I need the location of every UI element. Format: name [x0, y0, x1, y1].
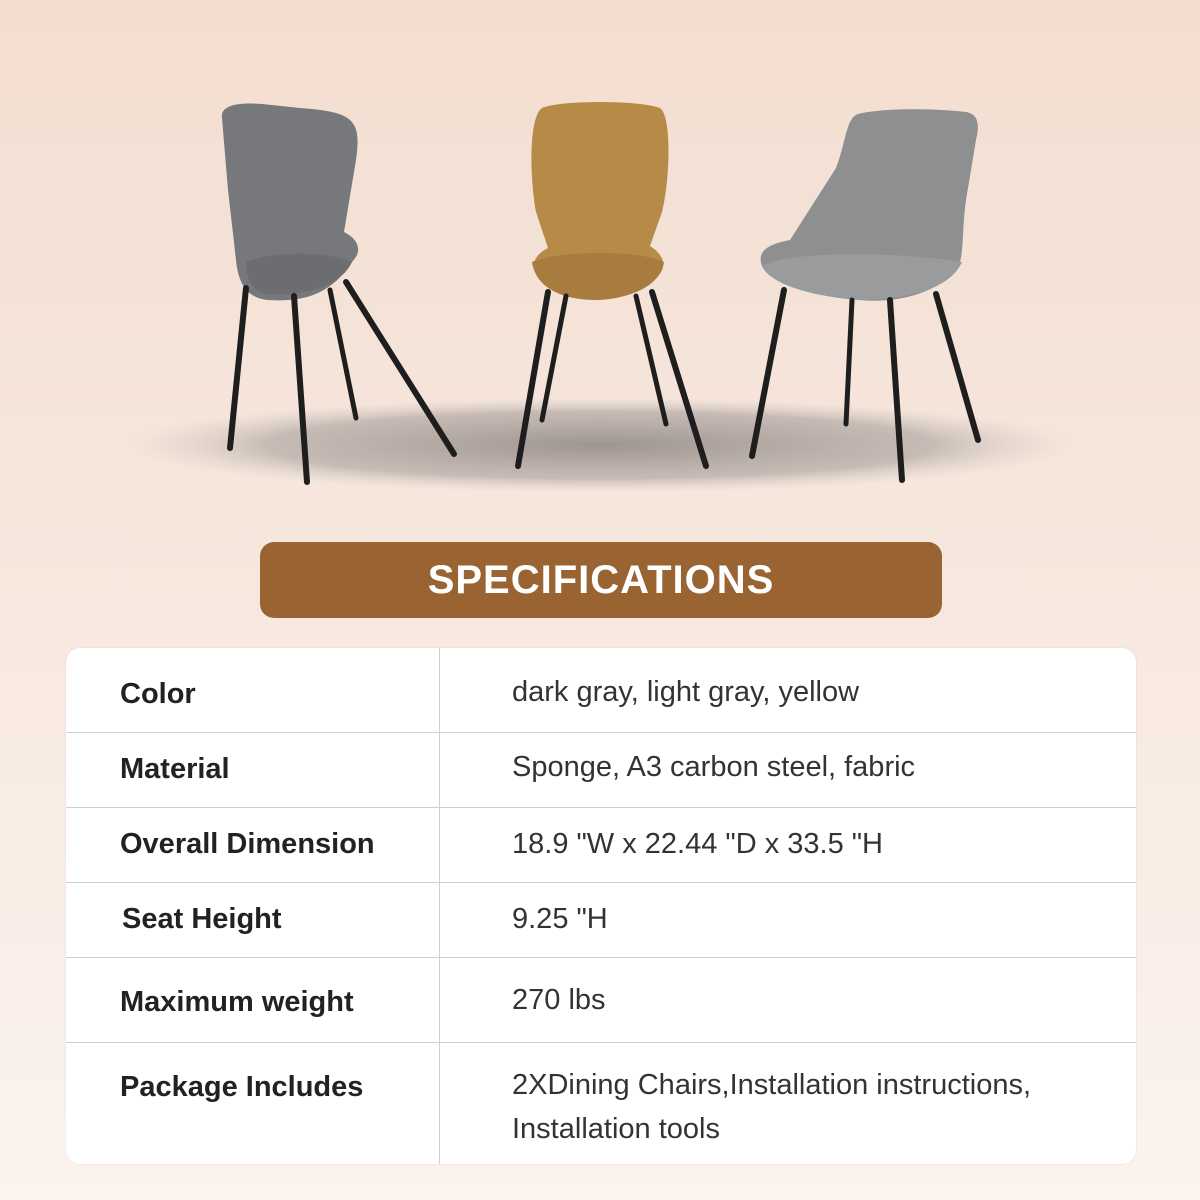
- floor-shadow: [125, 397, 1075, 493]
- spec-value-line: Installation tools: [512, 1113, 720, 1145]
- spec-row-seat-height: [66, 883, 1136, 958]
- spec-label: Seat Height: [122, 903, 282, 935]
- product-image: [0, 0, 1200, 520]
- spec-label: Overall Dimension: [120, 828, 375, 860]
- spec-value: 9.25 "H: [512, 903, 608, 935]
- spec-value: 270 lbs: [512, 984, 606, 1016]
- banner-title: SPECIFICATIONS: [427, 557, 775, 602]
- spec-row-maximum-weight: [66, 958, 1136, 1043]
- spec-value: [512, 1063, 1112, 1151]
- spec-label: Package Includes: [120, 1071, 364, 1103]
- spec-row-material: [66, 733, 1136, 808]
- spec-value: Sponge, A3 carbon steel, fabric: [512, 751, 916, 783]
- specifications-table: [66, 648, 1136, 1164]
- specifications-banner: [260, 542, 942, 618]
- spec-row-package-includes: [66, 1043, 1136, 1164]
- spec-row-overall-dimension: [66, 808, 1136, 883]
- spec-label: Color: [120, 678, 196, 710]
- spec-label: Maximum weight: [120, 986, 354, 1018]
- spec-label: Material: [120, 753, 230, 785]
- spec-value: dark gray, light gray, yellow: [512, 676, 860, 708]
- spec-value-line: 2XDining Chairs,Installation instructions,: [512, 1069, 1032, 1101]
- spec-row-color: [66, 648, 1136, 733]
- spec-value: 18.9 "W x 22.44 "D x 33.5 "H: [512, 828, 883, 860]
